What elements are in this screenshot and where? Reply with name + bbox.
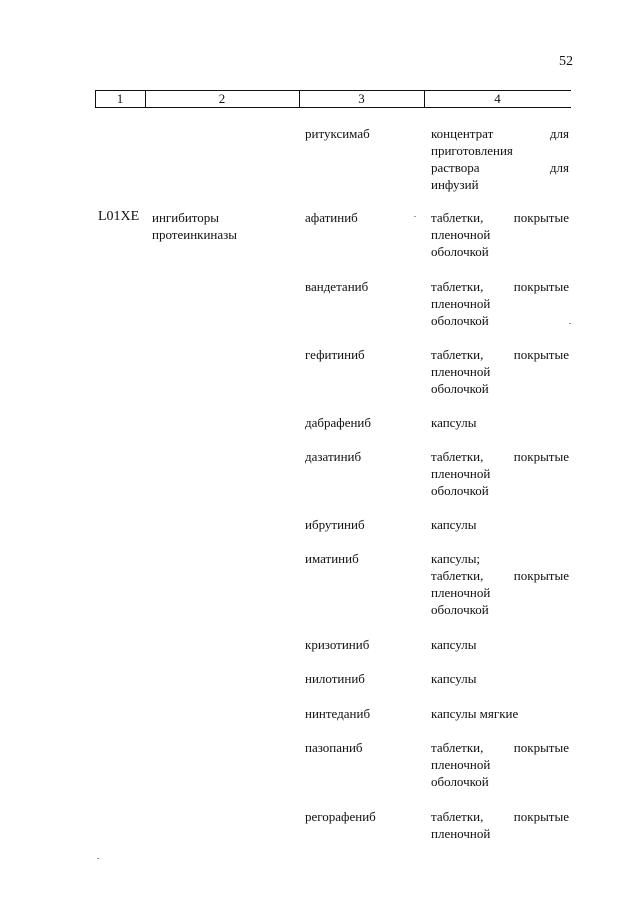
header-col-3: 3 [358, 91, 365, 106]
dosage-form-line: капсулы [431, 671, 477, 686]
dosage-form-line: таблетки, покрытые [431, 279, 569, 294]
dosage-form-line: оболочкой [431, 602, 489, 617]
header-col-4: 4 [494, 91, 501, 106]
dosage-form-line: раствора для [431, 160, 569, 175]
drug-name: афатиниб [305, 210, 358, 225]
dosage-form-line: концентрат для [431, 126, 569, 141]
dosage-form-line: капсулы [431, 415, 477, 430]
group-name-line: протеинкиназы [152, 227, 238, 242]
scan-speck [569, 323, 571, 324]
dosage-form-line: таблетки, покрытые [431, 449, 569, 464]
dosage-form [431, 670, 569, 687]
dosage-form-line: оболочкой [431, 483, 489, 498]
dosage-form [431, 414, 569, 431]
dosage-form [431, 448, 569, 499]
group-name [152, 209, 292, 243]
dosage-form-line: оболочкой [431, 244, 489, 259]
drug-name: иматиниб [305, 551, 359, 566]
dosage-form-line: пленочной [431, 826, 491, 841]
drug-name: ритуксимаб [305, 126, 370, 141]
dosage-form-line: пленочной [431, 296, 491, 311]
dosage-form-line: пленочной [431, 466, 491, 481]
drug-name: гефитиниб [305, 347, 365, 362]
drug-name: регорафениб [305, 809, 376, 824]
dosage-form [431, 808, 569, 842]
drug-name: ибрутиниб [305, 517, 365, 532]
dosage-form-line: пленочной [431, 757, 491, 772]
dosage-form-line: оболочкой [431, 774, 489, 789]
dosage-form [431, 516, 569, 533]
dosage-form [431, 209, 569, 260]
dosage-form [431, 739, 569, 790]
drug-name: кризотиниб [305, 637, 370, 652]
drug-name: нинтеданиб [305, 706, 371, 721]
dosage-form [431, 346, 569, 397]
table-header [95, 90, 571, 108]
dosage-form [431, 550, 569, 618]
dosage-form-line: пленочной [431, 227, 491, 242]
dosage-form-line: пленочной [431, 364, 491, 379]
page-number: 52 [559, 54, 573, 69]
dosage-form-line: капсулы; [431, 551, 481, 566]
header-col-1: 1 [116, 91, 124, 106]
dosage-form-line: таблетки, покрытые [431, 347, 569, 362]
dosage-form [431, 278, 569, 329]
dosage-form-line: таблетки, покрытые [431, 809, 569, 824]
dosage-form-line: капсулы мягкие [431, 706, 519, 721]
group-name-line: ингибиторы [152, 210, 220, 225]
dosage-form-line: таблетки, покрытые [431, 210, 569, 225]
dosage-form-line: приготовления [431, 143, 513, 158]
dosage-form-line: оболочкой [431, 381, 489, 396]
header-col-2: 2 [218, 91, 226, 106]
dosage-form-line: капсулы [431, 637, 477, 652]
dosage-form-line: оболочкой [431, 313, 489, 328]
dosage-form [431, 705, 569, 722]
scan-speck [97, 858, 99, 859]
drug-name: нилотиниб [305, 671, 365, 686]
atc-code: L01XE [98, 209, 140, 224]
scan-speck [414, 216, 416, 217]
drug-name: вандетаниб [305, 279, 369, 294]
dosage-form-line: инфузий [431, 177, 479, 192]
dosage-form-line: таблетки, покрытые [431, 740, 569, 755]
dosage-form-line: пленочной [431, 585, 491, 600]
dosage-form [431, 125, 569, 193]
dosage-form-line: капсулы [431, 517, 477, 532]
drug-name: дабрафениб [305, 415, 371, 430]
dosage-form [431, 636, 569, 653]
drug-name: пазопаниб [305, 740, 363, 755]
drug-name: дазатиниб [305, 449, 362, 464]
dosage-form-line: таблетки, покрытые [431, 568, 569, 583]
